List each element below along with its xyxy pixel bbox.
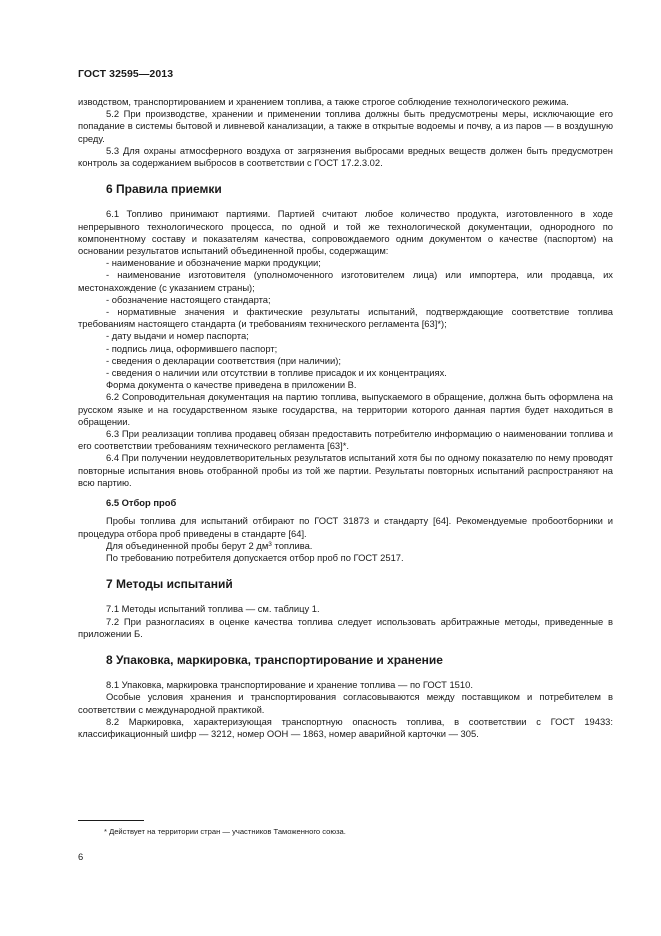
paragraph-6-5-2 xyxy=(78,540,613,552)
paragraph-6-3: 6.3 При реализации топлива продавец обязан предоставить потребителю информацию о наименовании топлива и его соответствии требованиям технического регламента [63]*. xyxy=(78,428,613,452)
list-item: - подпись лица, оформившего паспорт; xyxy=(106,342,278,354)
document-header: ГОСТ 32595—2013 xyxy=(78,68,174,80)
paragraph-5-2: 5.2 При производстве, хранении и применении топлива должны быть предусмотрены меры, исключающие его попадание в системы бытовой и ливневой канализации, а также в открытые водоемы и почву, а из паров — в воздушную среду. xyxy=(78,108,613,144)
list-item: - сведения о декларации соответствия (при наличии); xyxy=(106,354,341,366)
paragraph-6-5-1: Пробы топлива для испытаний отбирают по ГОСТ 31873 и стандарту [64]. Рекомендуемые пробоотборники и процедура отбора проб приведены в стандарте [64]. xyxy=(78,515,613,539)
form-note: Форма документа о качестве приведена в приложении В. xyxy=(106,379,357,391)
page-number: 6 xyxy=(78,851,84,862)
list-item: - дату выдачи и номер паспорта; xyxy=(106,330,249,342)
list-item: - нормативные значения и фактические результаты испытаний, подтверждающие соответствие топлива требованиям настоящего стандарта (и требованиям технического регламента [63]*); xyxy=(78,306,613,330)
list-item: - наименование изготовителя (уполномоченного изготовителем лица) или импортера, или продавца, их местонахождение (с указанием страны); xyxy=(78,269,613,293)
volume-text-end: топлива. xyxy=(271,539,313,551)
paragraph-5-3: 5.3 Для охраны атмосферного воздуха от загрязнения выбросами вредных веществ должен быть предусмотрен контроль за содержанием выбросов в соответствии с ГОСТ 17.2.3.02. xyxy=(78,144,613,169)
list-item: - сведения о наличии или отсутствии в топливе присадок и их концентрациях. xyxy=(106,367,447,379)
paragraph-6-4: 6.4 При получении неудовлетворительных результатов испытаний хотя бы по одному показателю по нему проводят повторные испытания вновь отобранной пробы из той же партии. Результаты повторных испытаний распространяют на всю партию. xyxy=(78,452,613,488)
section-8-heading: 8 Упаковка, маркировка, транспортирование и хранение xyxy=(106,652,443,667)
paragraph-8-1: 8.1 Упаковка, маркировка транспортирование и хранение топлива — по ГОСТ 1510. xyxy=(106,679,473,691)
section-7-heading: 7 Методы испытаний xyxy=(106,577,233,592)
section-6-heading: 6 Правила приемки xyxy=(106,182,222,197)
footnote: * Действует на территории стран — участников Таможенного союза. xyxy=(104,827,346,836)
paragraph-continuation: изводством, транспортированием и хранением топлива, а также строгое соблюдение технологического режима. xyxy=(78,96,569,107)
page-content xyxy=(78,96,613,740)
subsection-6-5-heading: 6.5 Отбор проб xyxy=(106,497,177,509)
cubic-superscript: 3 xyxy=(268,540,272,548)
paragraph-6-5-3: По требованию потребителя допускается отбор проб по ГОСТ 2517. xyxy=(106,551,404,563)
paragraph-6-1: 6.1 Топливо принимают партиями. Партией считают любое количество продукта, изготовленного в ходе непрерывного технологического процесса, по одной и той же технологической документации, однородного по компонентному составу и показателям качества, сопровождаемого одним документом о качестве (паспортом) на основании результатов испытаний объединенной пробы, содержащим: xyxy=(78,208,613,257)
volume-text: Для объединенной пробы берут 2 дм xyxy=(106,539,269,551)
paragraph-8-2: 8.2 Маркировка, характеризующая транспортную опасность топлива, в соответствии с ГОСТ 19433: классификационный шифр — 3212, номер ООН — 1863, номер аварийной карточки — 305. xyxy=(78,715,613,739)
paragraph-8-1-b: Особые условия хранения и транспортирования согласовываются между поставщиком и потребителем в соответствии с международной практикой. xyxy=(78,691,613,715)
paragraph-6-2: 6.2 Сопроводительная документация на партию топлива, выпускаемого в обращение, должна быть оформлена на русском языке и на государственном языке государства, на территории которого данная партия будет находиться в обращении. xyxy=(78,391,613,427)
paragraph-7-2: 7.2 При разногласиях в оценке качества топлива следует использовать арбитражные методы, приведенные в приложении Б. xyxy=(78,615,613,639)
list-item: - обозначение настоящего стандарта; xyxy=(106,293,271,305)
list-item: - наименование и обозначение марки продукции; xyxy=(106,257,321,269)
footnote-divider xyxy=(78,820,144,821)
paragraph-7-1: 7.1 Методы испытаний топлива — см. таблицу 1. xyxy=(106,603,320,615)
